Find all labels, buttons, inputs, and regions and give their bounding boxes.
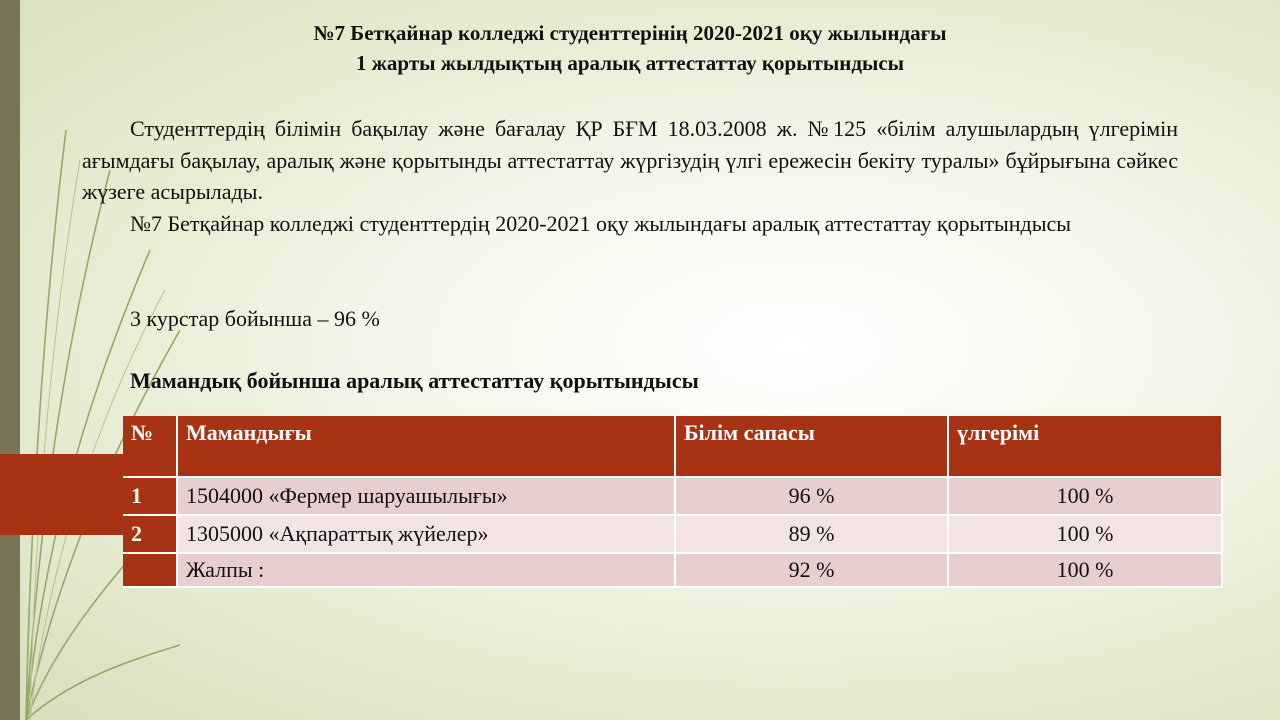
intro-paragraph-2: №7 Бетқайнар колледжі студенттердің 2020-2021 оқу жылындағы аралық аттестаттау қорытындысы [130,210,1072,236]
results-table [123,416,1223,588]
row-progress: 100 % [948,477,1222,515]
row-number: 2 [123,515,177,553]
row-quality: 92 % [675,553,948,587]
row-specialty: 1305000 «Ақпараттық жүйелер» [177,515,675,553]
intro-text [82,113,1178,239]
intro-paragraph-1: Студенттердің білімін бақылау және бағалау ҚР БҒМ 18.03.2008 ж. №125 «білім алушылардың үлгерімін ағымдағы бақылау, аралық және қорытынды аттестаттау жүргізудің үлгі ережесін бекіту туралы» бұйрығына сәйкес жүзеге асырылады. [82,116,1178,204]
header-progress: үлгерімі [948,416,1222,477]
row-progress: 100 % [948,515,1222,553]
table-row [123,477,1222,515]
section-subtitle: Мамандық бойынша аралық аттестаттау қорытындысы [130,368,699,393]
title-line-2: 1 жарты жылдықтың аралық аттестаттау қорытындысы [355,51,905,75]
course-stat-line: 3 курстар бойынша – 96 % [130,306,380,331]
title-line-1: №7 Бетқайнар колледжі студенттерінің 2020-2021 оқу жылындағы [313,21,947,45]
row-number: 1 [123,477,177,515]
header-number: № [123,416,177,477]
row-number [123,553,177,587]
red-accent-block [0,454,124,535]
row-quality: 89 % [675,515,948,553]
row-progress: 100 % [948,553,1222,587]
row-specialty: 1504000 «Фермер шаруашылығы» [177,477,675,515]
page-title [200,18,1060,78]
table-row [123,515,1222,553]
decorative-curves [0,0,180,720]
row-quality: 96 % [675,477,948,515]
row-specialty: Жалпы : [177,553,675,587]
table-header-row [123,416,1222,477]
header-specialty: Мамандығы [177,416,675,477]
table-total-row [123,553,1222,587]
header-quality: Білім сапасы [675,416,948,477]
